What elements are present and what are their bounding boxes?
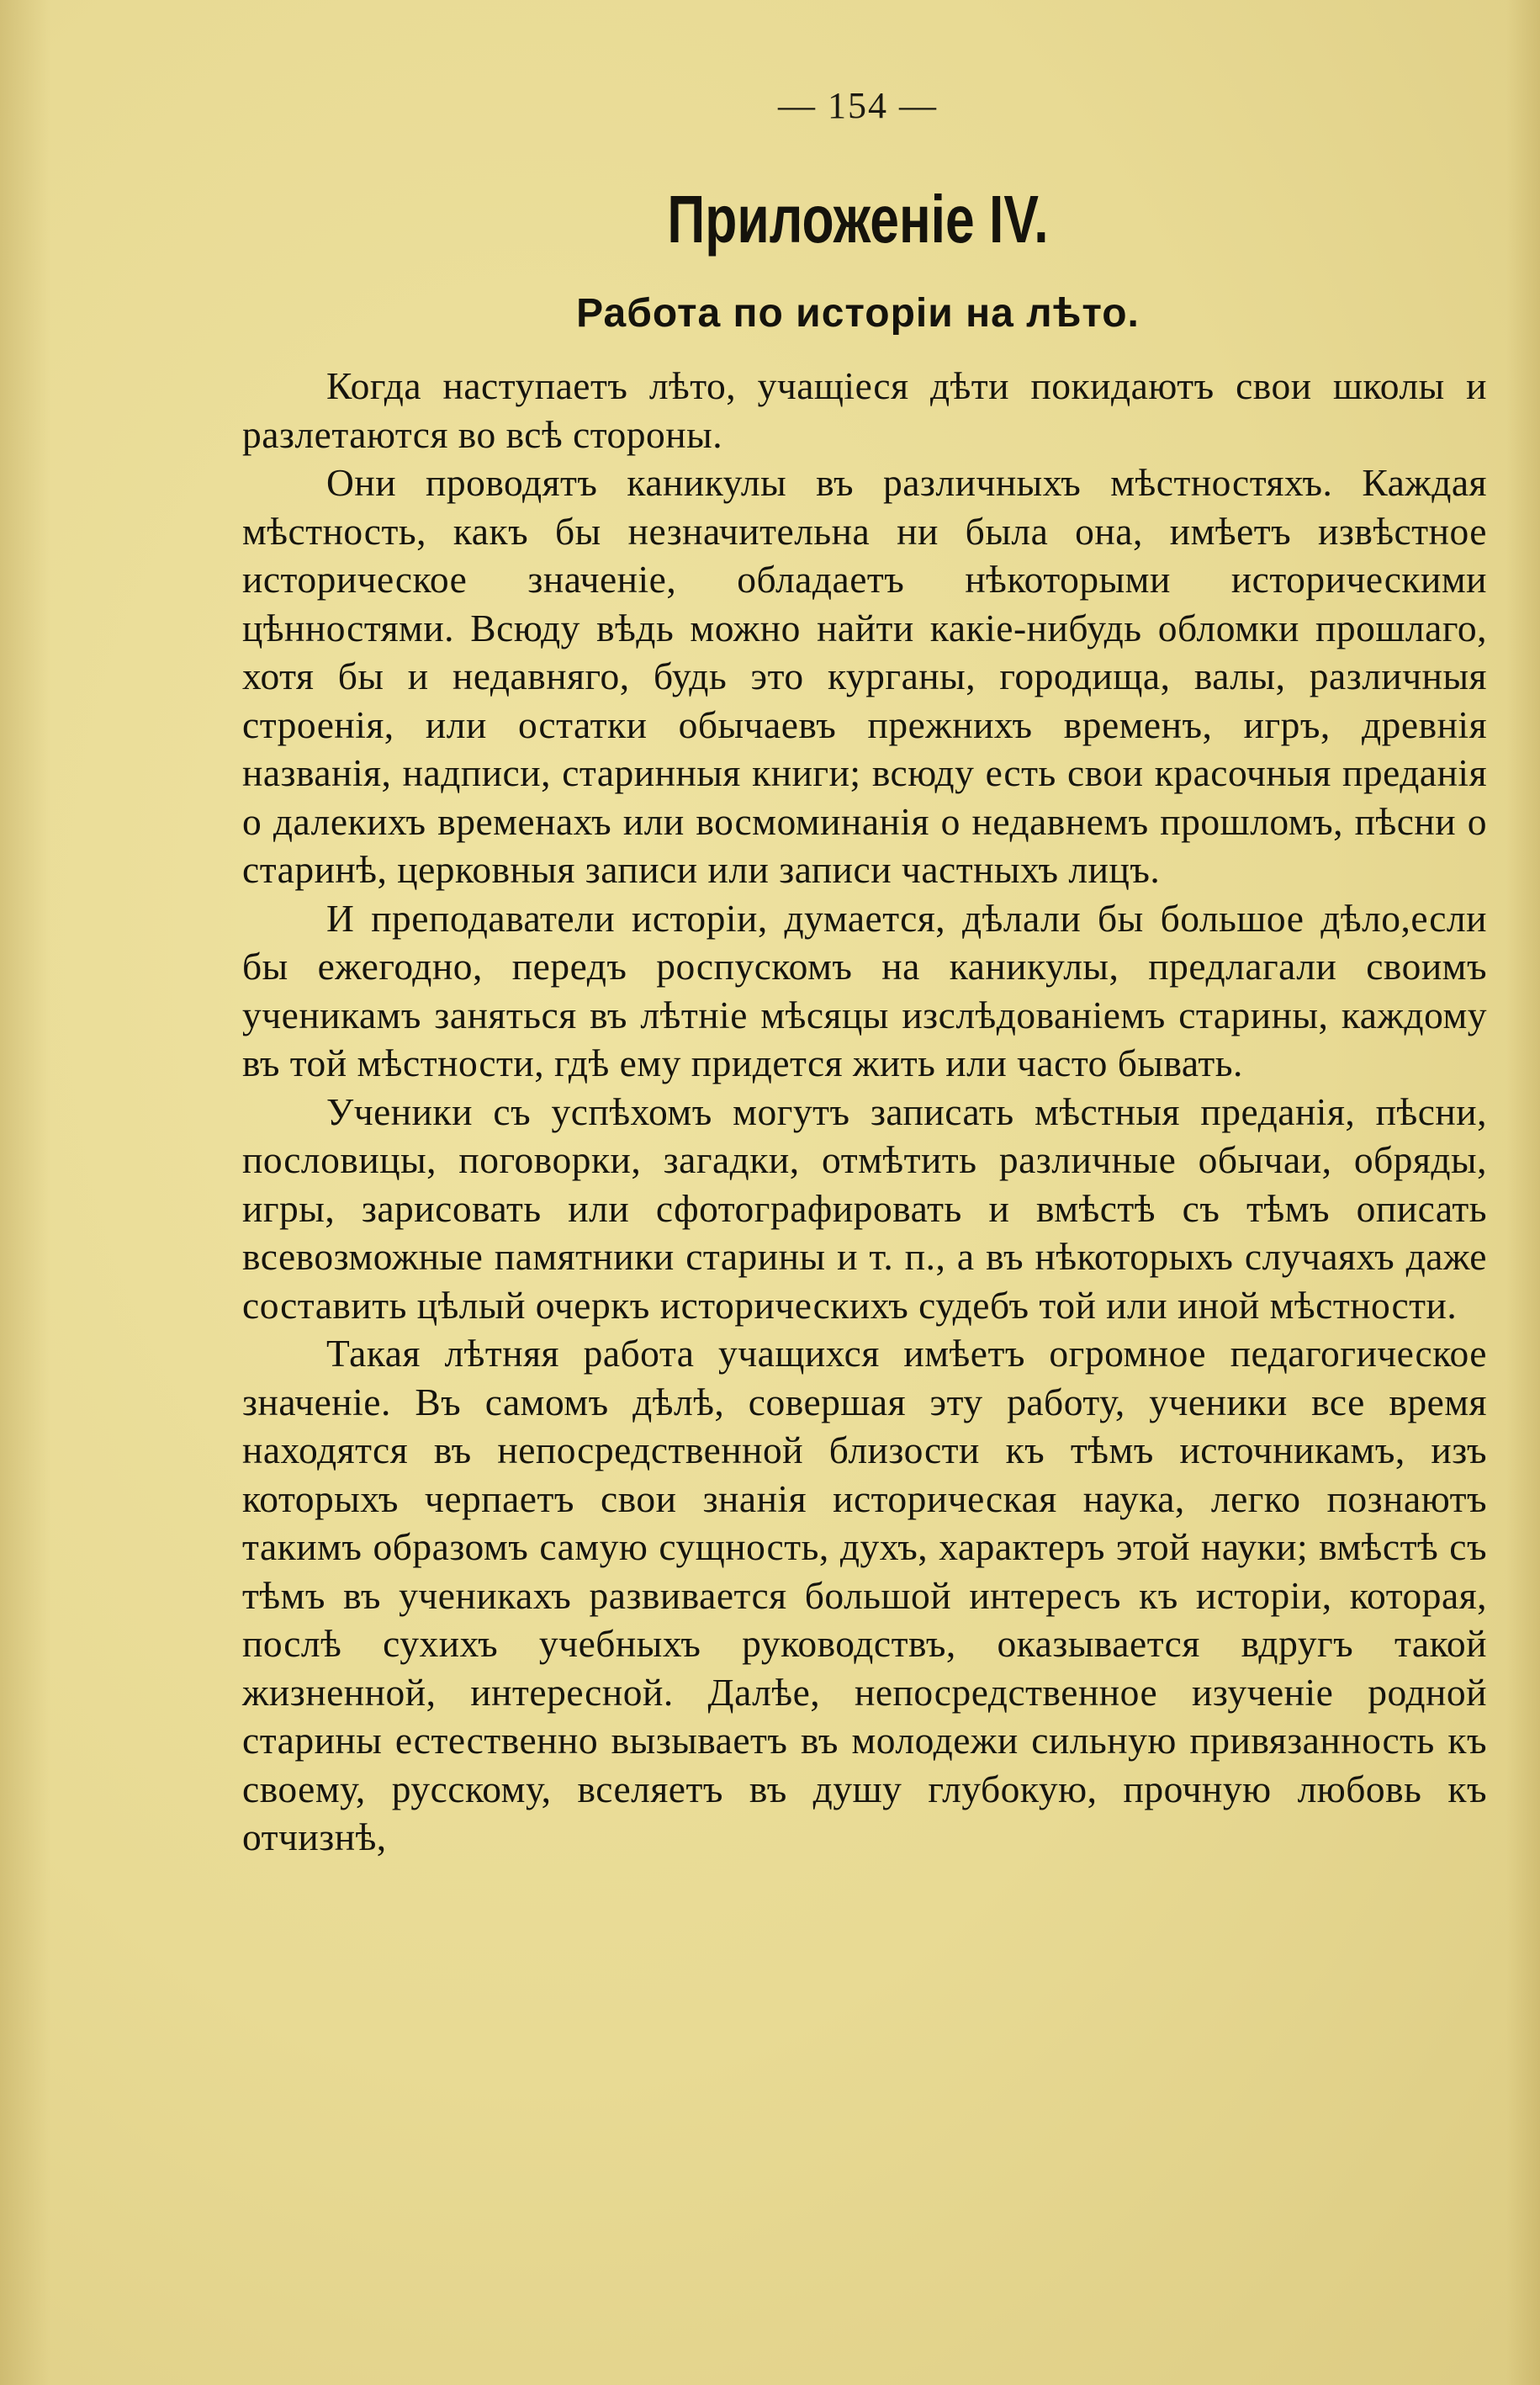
page-edge-shadow-right xyxy=(1506,0,1540,2385)
appendix-title: Приложенiе IV. xyxy=(667,182,1049,257)
body-text xyxy=(242,362,1487,1862)
paragraph: И преподаватели исторiи, думается, дѣлали бы большое дѣло,если бы ежегодно, передъ роспускомъ на каникулы, предлагали своимъ ученикамъ заняться въ лѣтнiе мѣсяцы изслѣдованiемъ старины, каждому въ той мѣстности, гдѣ ему придется жить или часто бывать. xyxy=(242,896,1487,1084)
section-title: Работа по исторiи на лѣто. xyxy=(576,291,1140,336)
page-number: — 154 — xyxy=(778,85,938,126)
paragraph: Ученики съ успѣхомъ могутъ записать мѣстныя преданiя, пѣсни, пословицы, поговорки, загадки, отмѣтить различные обычаи, обряды, игры, зарисовать или сфотографировать и вмѣстѣ съ тѣмъ описать всевозможные памятники старины и т. п., а въ нѣкоторыхъ случаяхъ даже составить цѣлый очеркъ историческихъ судебъ той или иной мѣстности. xyxy=(242,1089,1487,1327)
page-edge-shadow-left xyxy=(0,0,50,2385)
paragraph: Они проводятъ каникулы въ различныхъ мѣстностяхъ. Каждая мѣстность, какъ бы незначительна ни была она, имѣетъ извѣстное историческое значенiе, обладаетъ нѣкоторыми историческими цѣнностями. Всюду вѣдь можно найти какiе-нибудь обломки прошлаго, хотя бы и недавняго, будь это курганы, городища, валы, различныя строенiя, или остатки обычаевъ прежнихъ временъ, игръ, древнiя названiя, надписи, старинныя книги; всюду есть свои красочныя преданiя о далекихъ временахъ или восмоминанiя о недавнемъ прошломъ, пѣсни о старинѣ, церковныя записи или записи частныхъ лицъ. xyxy=(242,461,1487,891)
paragraph: Такая лѣтняя работа учащихся имѣетъ огромное педагогическое значенiе. Въ самомъ дѣлѣ, совершая эту работу, ученики все время находятся въ непосредственной близости къ тѣмъ источникамъ, изъ которыхъ черпаетъ свои знанiя историческая наука, легко познаютъ такимъ образомъ самую сущность, духъ, характеръ этой науки; вмѣстѣ съ тѣмъ въ ученикахъ развивается большой интересъ къ исторiи, которая, послѣ сухихъ учебныхъ руководствъ, оказывается вдругъ такой жизненной, интересной. Далѣе, непосредственное изученiе родной старины естественно вызываетъ въ молодежи сильную привязанность къ своему, русскому, вселяетъ въ душу глубокую, прочную любовь къ отчизнѣ, xyxy=(242,1332,1487,1858)
paragraph: Когда наступаетъ лѣто, учащiеся дѣти покидаютъ свои школы и разлетаются во всѣ стороны. xyxy=(242,364,1487,456)
